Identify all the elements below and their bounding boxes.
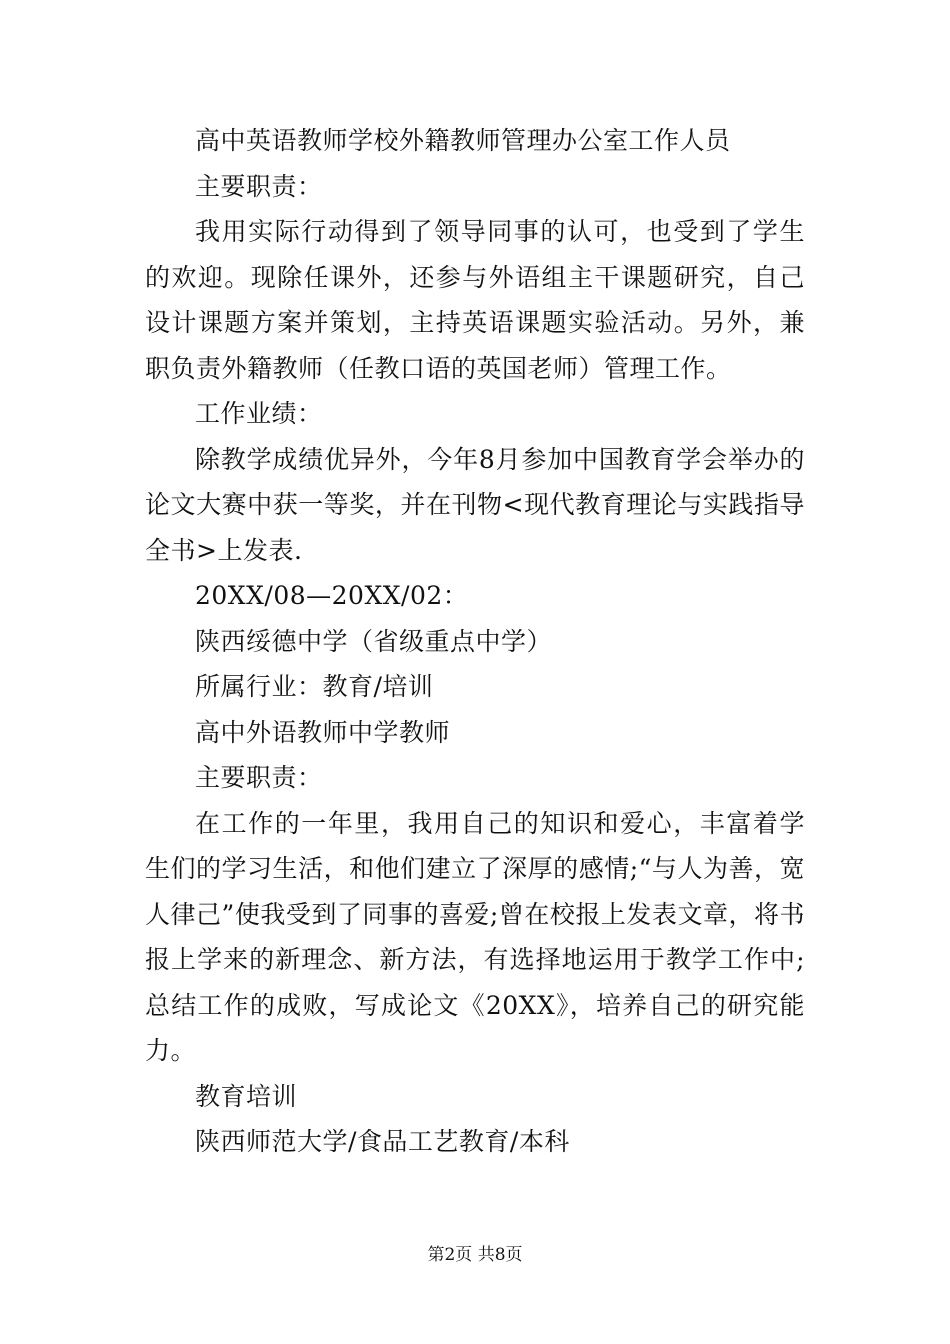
employer-name: 陕西绥德中学（省级重点中学） (195, 626, 553, 656)
section-heading-duties: 主要职责： (195, 171, 323, 201)
industry-line: 所属行业：教育/培训 (195, 672, 434, 701)
section-heading-achievements: 工作业绩： (195, 399, 323, 428)
document-body (145, 118, 805, 1165)
page-number: 第2页 共8页 (427, 1245, 523, 1265)
date-range: 20XX/08—20XX/02： (195, 581, 469, 610)
education-line: 陕西师范大学/食品工艺教育/本科 (195, 1127, 570, 1156)
duties-paragraph: 我用实际行动得到了领导同事的认可，也受到了学生的欢迎。现除任课外，还参与外语组主干课题研究，自己设计课题方案并策划，主持英语课题实验活动。另外，兼职负责外籍教师（任教口语的英国老师）管理工作。 (145, 217, 805, 383)
duties-paragraph-2: 在工作的一年里，我用自己的知识和爱心，丰富着学生们的学习生活，和他们建立了深厚的感情;“与人为善，宽人律己”使我受到了同事的喜爱;曾在校报上发表文章，将书报上学来的新理念、新方法，有选择地运用于教学工作中;总结工作的成败，写成论文《20XX》，培养自己的研究能力。 (145, 808, 805, 1065)
section-heading-duties-2: 主要职责： (195, 763, 323, 792)
section-heading-education: 教育培训 (195, 1081, 298, 1111)
achievements-paragraph: 除教学成绩优异外，今年8月参加中国教育学会举办的论文大赛中获一等奖，并在刊物<现代教育理论与实践指导全书>上发表. (145, 444, 805, 565)
job-title-line: 高中英语教师学校外籍教师管理办公室工作人员 (195, 126, 731, 155)
position-line: 高中外语教师中学教师 (195, 717, 451, 747)
